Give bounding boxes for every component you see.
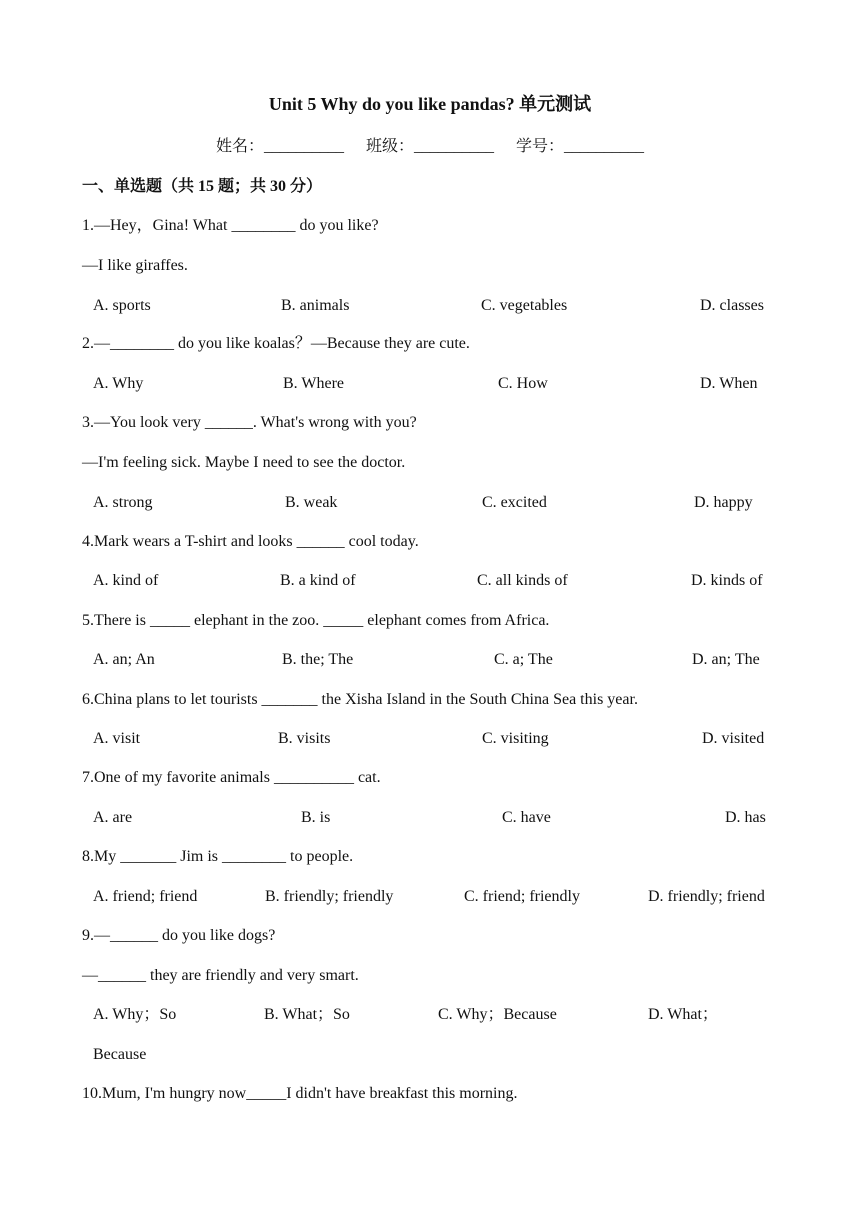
question-1-stem: 1.—Hey，Gina! What ________ do you like? xyxy=(82,217,379,234)
question-3-response: —I'm feeling sick. Maybe I need to see the doctor. xyxy=(82,454,406,471)
question-3-option-c: C. excited xyxy=(482,494,547,511)
question-8-option-b: B. friendly; friendly xyxy=(265,888,394,905)
question-2-option-d: D. When xyxy=(700,375,758,392)
question-5-option-d: D. an; The xyxy=(692,651,760,668)
question-8-option-d: D. friendly; friend xyxy=(648,888,765,905)
question-3-option-a: A. strong xyxy=(93,494,153,511)
question-4-option-b: B. a kind of xyxy=(280,572,356,589)
class-field: 班级：__________ xyxy=(365,138,494,155)
question-5-option-a: A. an; An xyxy=(93,651,155,668)
question-1-response: —I like giraffes. xyxy=(82,257,188,274)
question-9-option-d-wrap: Because xyxy=(93,1046,147,1063)
question-5-stem: 5.There is _____ elephant in the zoo. _____ elephant comes from Africa. xyxy=(82,612,550,629)
question-7-option-d: D. has xyxy=(725,809,766,826)
question-2-stem: 2.—________ do you like koalas？—Because they are cute. xyxy=(82,335,470,352)
question-2-option-c: C. How xyxy=(498,375,548,392)
question-9-option-a: A. Why；So xyxy=(93,1006,177,1023)
question-7-option-a: A. are xyxy=(93,809,133,826)
question-1-option-a: A. sports xyxy=(93,297,151,314)
question-8-stem: 8.My _______ Jim is ________ to people. xyxy=(82,848,354,865)
question-5-option-b: B. the; The xyxy=(282,651,354,668)
question-7-option-b: B. is xyxy=(301,809,331,826)
student-number-field: 学号：__________ xyxy=(516,138,645,155)
question-1-option-d: D. classes xyxy=(700,297,764,314)
question-9-option-b: B. What；So xyxy=(264,1006,350,1023)
question-6-option-b: B. visits xyxy=(278,730,331,747)
question-9-stem: 9.—______ do you like dogs? xyxy=(82,927,276,944)
question-9-response: —______ they are friendly and very smart. xyxy=(82,967,359,984)
question-3-stem: 3.—You look very ______. What's wrong with you? xyxy=(82,414,417,431)
question-5-option-c: C. a; The xyxy=(494,651,553,668)
question-4-stem: 4.Mark wears a T-shirt and looks ______ cool today. xyxy=(82,533,419,550)
question-2-option-a: A. Why xyxy=(93,375,144,392)
question-7-stem: 7.One of my favorite animals __________ cat. xyxy=(82,769,381,786)
question-2-option-b: B. Where xyxy=(283,375,345,392)
question-4-option-d: D. kinds of xyxy=(691,572,763,589)
question-10-stem: 10.Mum, I'm hungry now_____I didn't have breakfast this morning. xyxy=(82,1085,518,1102)
question-8-option-a: A. friend; friend xyxy=(93,888,198,905)
question-6-stem: 6.China plans to let tourists _______ the Xisha Island in the South China Sea this year. xyxy=(82,691,638,708)
question-8-option-c: C. friend; friendly xyxy=(464,888,580,905)
student-info xyxy=(0,136,860,158)
question-9-option-d: D. What； xyxy=(648,1006,718,1023)
question-6-option-a: A. visit xyxy=(93,730,141,747)
question-3-option-d: D. happy xyxy=(694,494,753,511)
name-field: 姓名：__________ xyxy=(215,138,344,155)
question-1-option-b: B. animals xyxy=(281,297,350,314)
question-4-option-c: C. all kinds of xyxy=(477,572,568,589)
page-title: Unit 5 Why do you like pandas? 单元测试 xyxy=(268,94,592,114)
question-4-option-a: A. kind of xyxy=(93,572,159,589)
question-6-option-c: C. visiting xyxy=(482,730,549,747)
question-9-option-c: C. Why；Because xyxy=(438,1006,557,1023)
question-6-option-d: D. visited xyxy=(702,730,765,747)
question-1-option-c: C. vegetables xyxy=(481,297,568,314)
question-7-option-c: C. have xyxy=(502,809,551,826)
question-3-option-b: B. weak xyxy=(285,494,338,511)
section-heading: 一、单选题（共 15 题；共 30 分） xyxy=(82,178,323,195)
